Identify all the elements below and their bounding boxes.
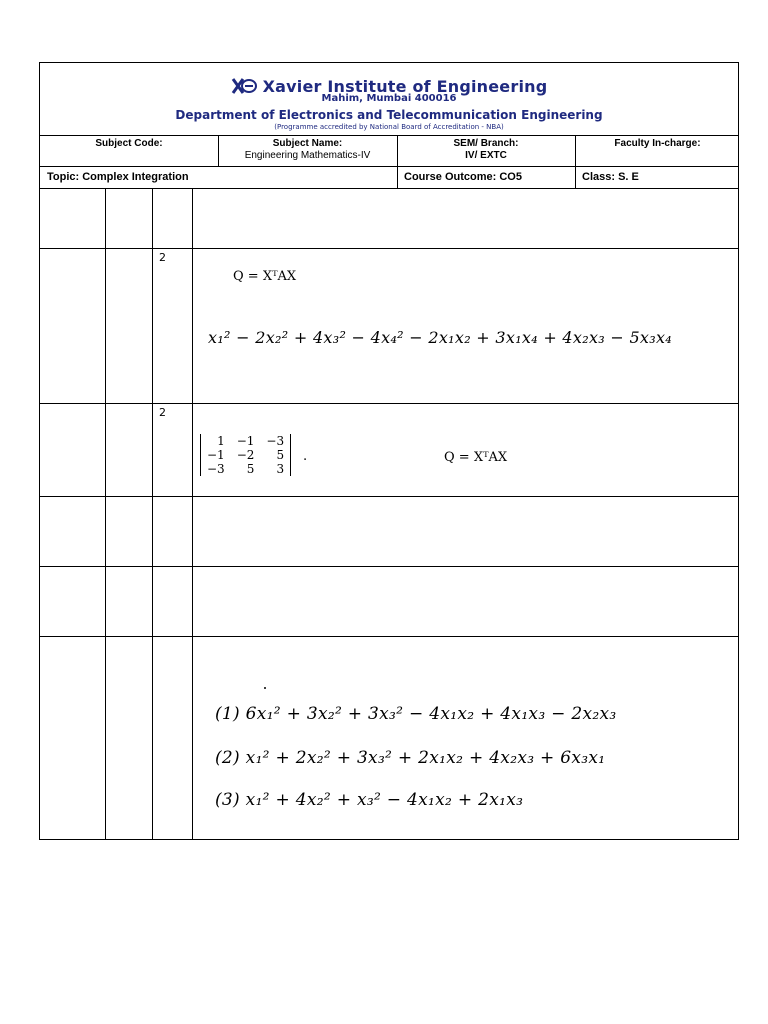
handwritten-item-1: (1) 6x₁² + 3x₂² + 3x₃² − 4x₁x₂ + 4x₁x₃ − 2x₂x₃ xyxy=(215,704,617,724)
matrix-entry: 3 xyxy=(276,462,285,476)
question-paper-frame xyxy=(39,62,739,840)
subject-name-label: Subject Name: xyxy=(272,138,343,149)
topic-label: Topic: Complex Integration xyxy=(47,171,189,183)
divider xyxy=(40,135,738,136)
divider xyxy=(40,166,738,167)
marks-value: 2 xyxy=(159,251,166,264)
handwritten-item-2: (2) x₁² + 2x₂² + 3x₃² + 2x₁x₂ + 4x₂x₃ + 6x₃x₁ xyxy=(215,748,606,768)
divider xyxy=(105,188,106,840)
matrix-entry: −2 xyxy=(236,448,255,462)
symmetric-matrix xyxy=(200,434,291,476)
institute-name: Xavier Institute of Engineering xyxy=(262,76,548,96)
sem-branch-cell xyxy=(397,138,575,162)
accreditation-note: (Programme accredited by National Board of Accreditation - NBA) xyxy=(274,123,504,131)
matrix-entry: −1 xyxy=(207,448,225,462)
handwritten-quadratic-form: x₁² − 2x₂² + 4x₃² − 4x₄² − 2x₁x₂ + 3x₁x₄ + 4x₂x₃ − 5x₃x₄ xyxy=(208,328,673,347)
marks-value: 2 xyxy=(159,406,166,419)
class-label: Class: S. E xyxy=(582,171,639,183)
divider xyxy=(40,636,738,637)
institute-header xyxy=(40,63,738,135)
quadratic-form-formula: Q = XᵀAX xyxy=(444,450,508,465)
matrix-entry: 5 xyxy=(276,448,285,462)
divider xyxy=(40,566,738,567)
subject-code-cell xyxy=(40,138,218,150)
matrix-entry: 5 xyxy=(246,462,255,476)
faculty-label: Faculty In-charge: xyxy=(614,138,701,149)
sem-branch-label: SEM/ Branch: xyxy=(453,138,519,149)
divider xyxy=(40,248,738,249)
matrix-entry: −3 xyxy=(266,434,285,448)
matrix-table xyxy=(200,434,291,476)
divider xyxy=(192,188,193,840)
handwritten-item-3: (3) x₁² + 4x₂² + x₃² − 4x₁x₂ + 2x₁x₃ xyxy=(215,790,524,810)
divider xyxy=(152,188,153,840)
quadratic-form-formula: Q = XᵀAX xyxy=(233,269,297,284)
department-name: Department of Electronics and Telecommunication Engineering xyxy=(175,108,603,122)
matrix-entry: −1 xyxy=(236,434,255,448)
institute-address: Mahim, Mumbai 400016 xyxy=(321,93,457,104)
course-outcome-label: Course Outcome: CO5 xyxy=(404,171,522,183)
matrix-entry: −3 xyxy=(207,462,225,476)
faculty-cell xyxy=(575,138,740,150)
divider xyxy=(40,403,738,404)
matrix-suffix: . xyxy=(303,449,308,464)
sem-branch-value: IV/ EXTC xyxy=(465,150,507,161)
subject-code-label: Subject Code: xyxy=(95,138,163,149)
divider xyxy=(40,188,738,189)
stray-mark xyxy=(264,687,266,689)
matrix-entry: 1 xyxy=(217,434,225,448)
divider xyxy=(40,496,738,497)
subject-name-cell xyxy=(218,138,397,162)
subject-name-value: Engineering Mathematics-IV xyxy=(244,150,371,161)
